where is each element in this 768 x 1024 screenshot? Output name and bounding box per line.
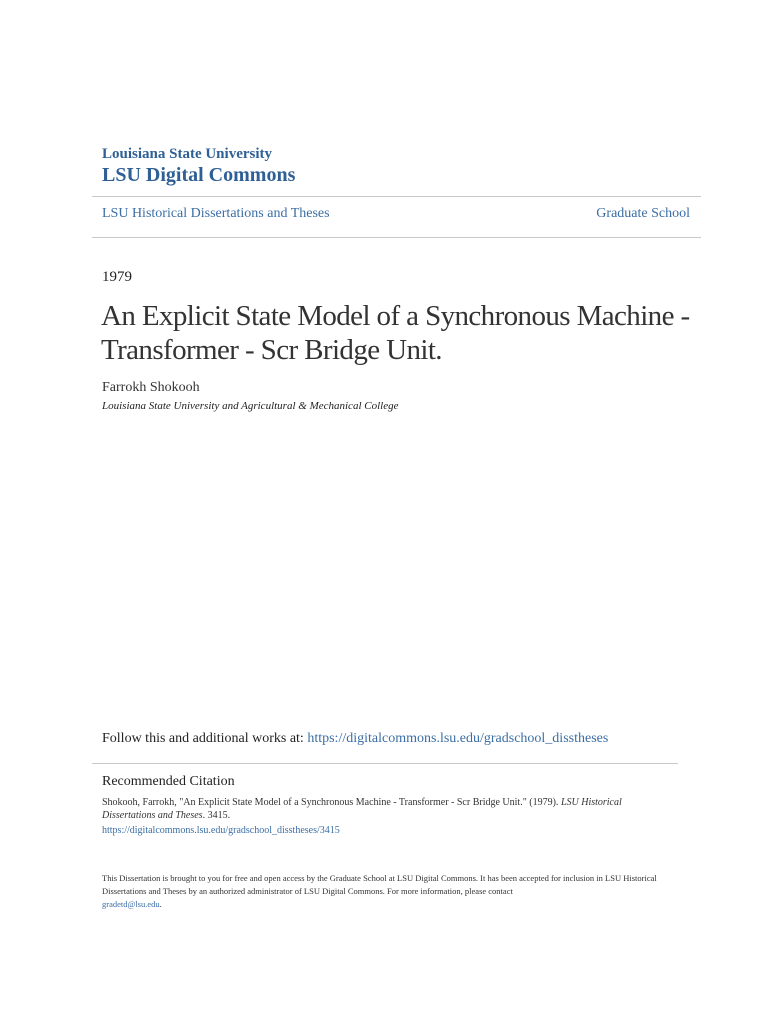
follow-link[interactable]: https://digitalcommons.lsu.edu/gradschool_disstheses [307, 731, 609, 746]
footer-notice [102, 872, 662, 911]
collection-nav [102, 206, 690, 222]
nav-divider [92, 237, 701, 238]
contact-email-link[interactable]: gradetd@lsu.edu [102, 899, 160, 909]
footer-text: This Dissertation is brought to you for free and open access by the Graduate School at LSU Digital Commons. It has been accepted for inclusion in LSU Historical Dissertations and Theses by an authorized administrator of LSU Digital Commons. For more information, please contact [102, 873, 657, 896]
author-name: Farrokh Shokooh [102, 380, 200, 395]
citation-link[interactable]: https://digitalcommons.lsu.edu/gradschool_disstheses/3415 [102, 825, 340, 836]
collection-link[interactable]: LSU Historical Dissertations and Theses [102, 206, 330, 221]
follow-label: Follow this and additional works at: [102, 731, 308, 746]
footer-end: . [159, 899, 162, 909]
repository-header [102, 145, 295, 187]
follow-line [102, 731, 608, 747]
author-affiliation: Louisiana State University and Agricultural & Mechanical College [102, 400, 399, 412]
citation-text [102, 796, 662, 822]
repository-name[interactable]: LSU Digital Commons [102, 164, 296, 186]
citation-number: . 3415. [202, 810, 231, 821]
top-divider [92, 196, 701, 197]
publication-year: 1979 [102, 269, 132, 285]
institution-name[interactable]: Louisiana State University [102, 146, 273, 162]
graduate-school-link[interactable]: Graduate School [596, 206, 690, 221]
citation-series: LSU Historical Dissertations and Theses [102, 797, 622, 821]
citation-divider [92, 763, 678, 764]
document-title: An Explicit State Model of a Synchronous Machine - Transformer - Scr Bridge Unit. [101, 300, 690, 366]
citation-heading: Recommended Citation [102, 774, 235, 789]
citation-main: Shokooh, Farrokh, "An Explicit State Model of a Synchronous Machine - Transformer - Scr Bridge Unit." (1979). [102, 797, 561, 808]
